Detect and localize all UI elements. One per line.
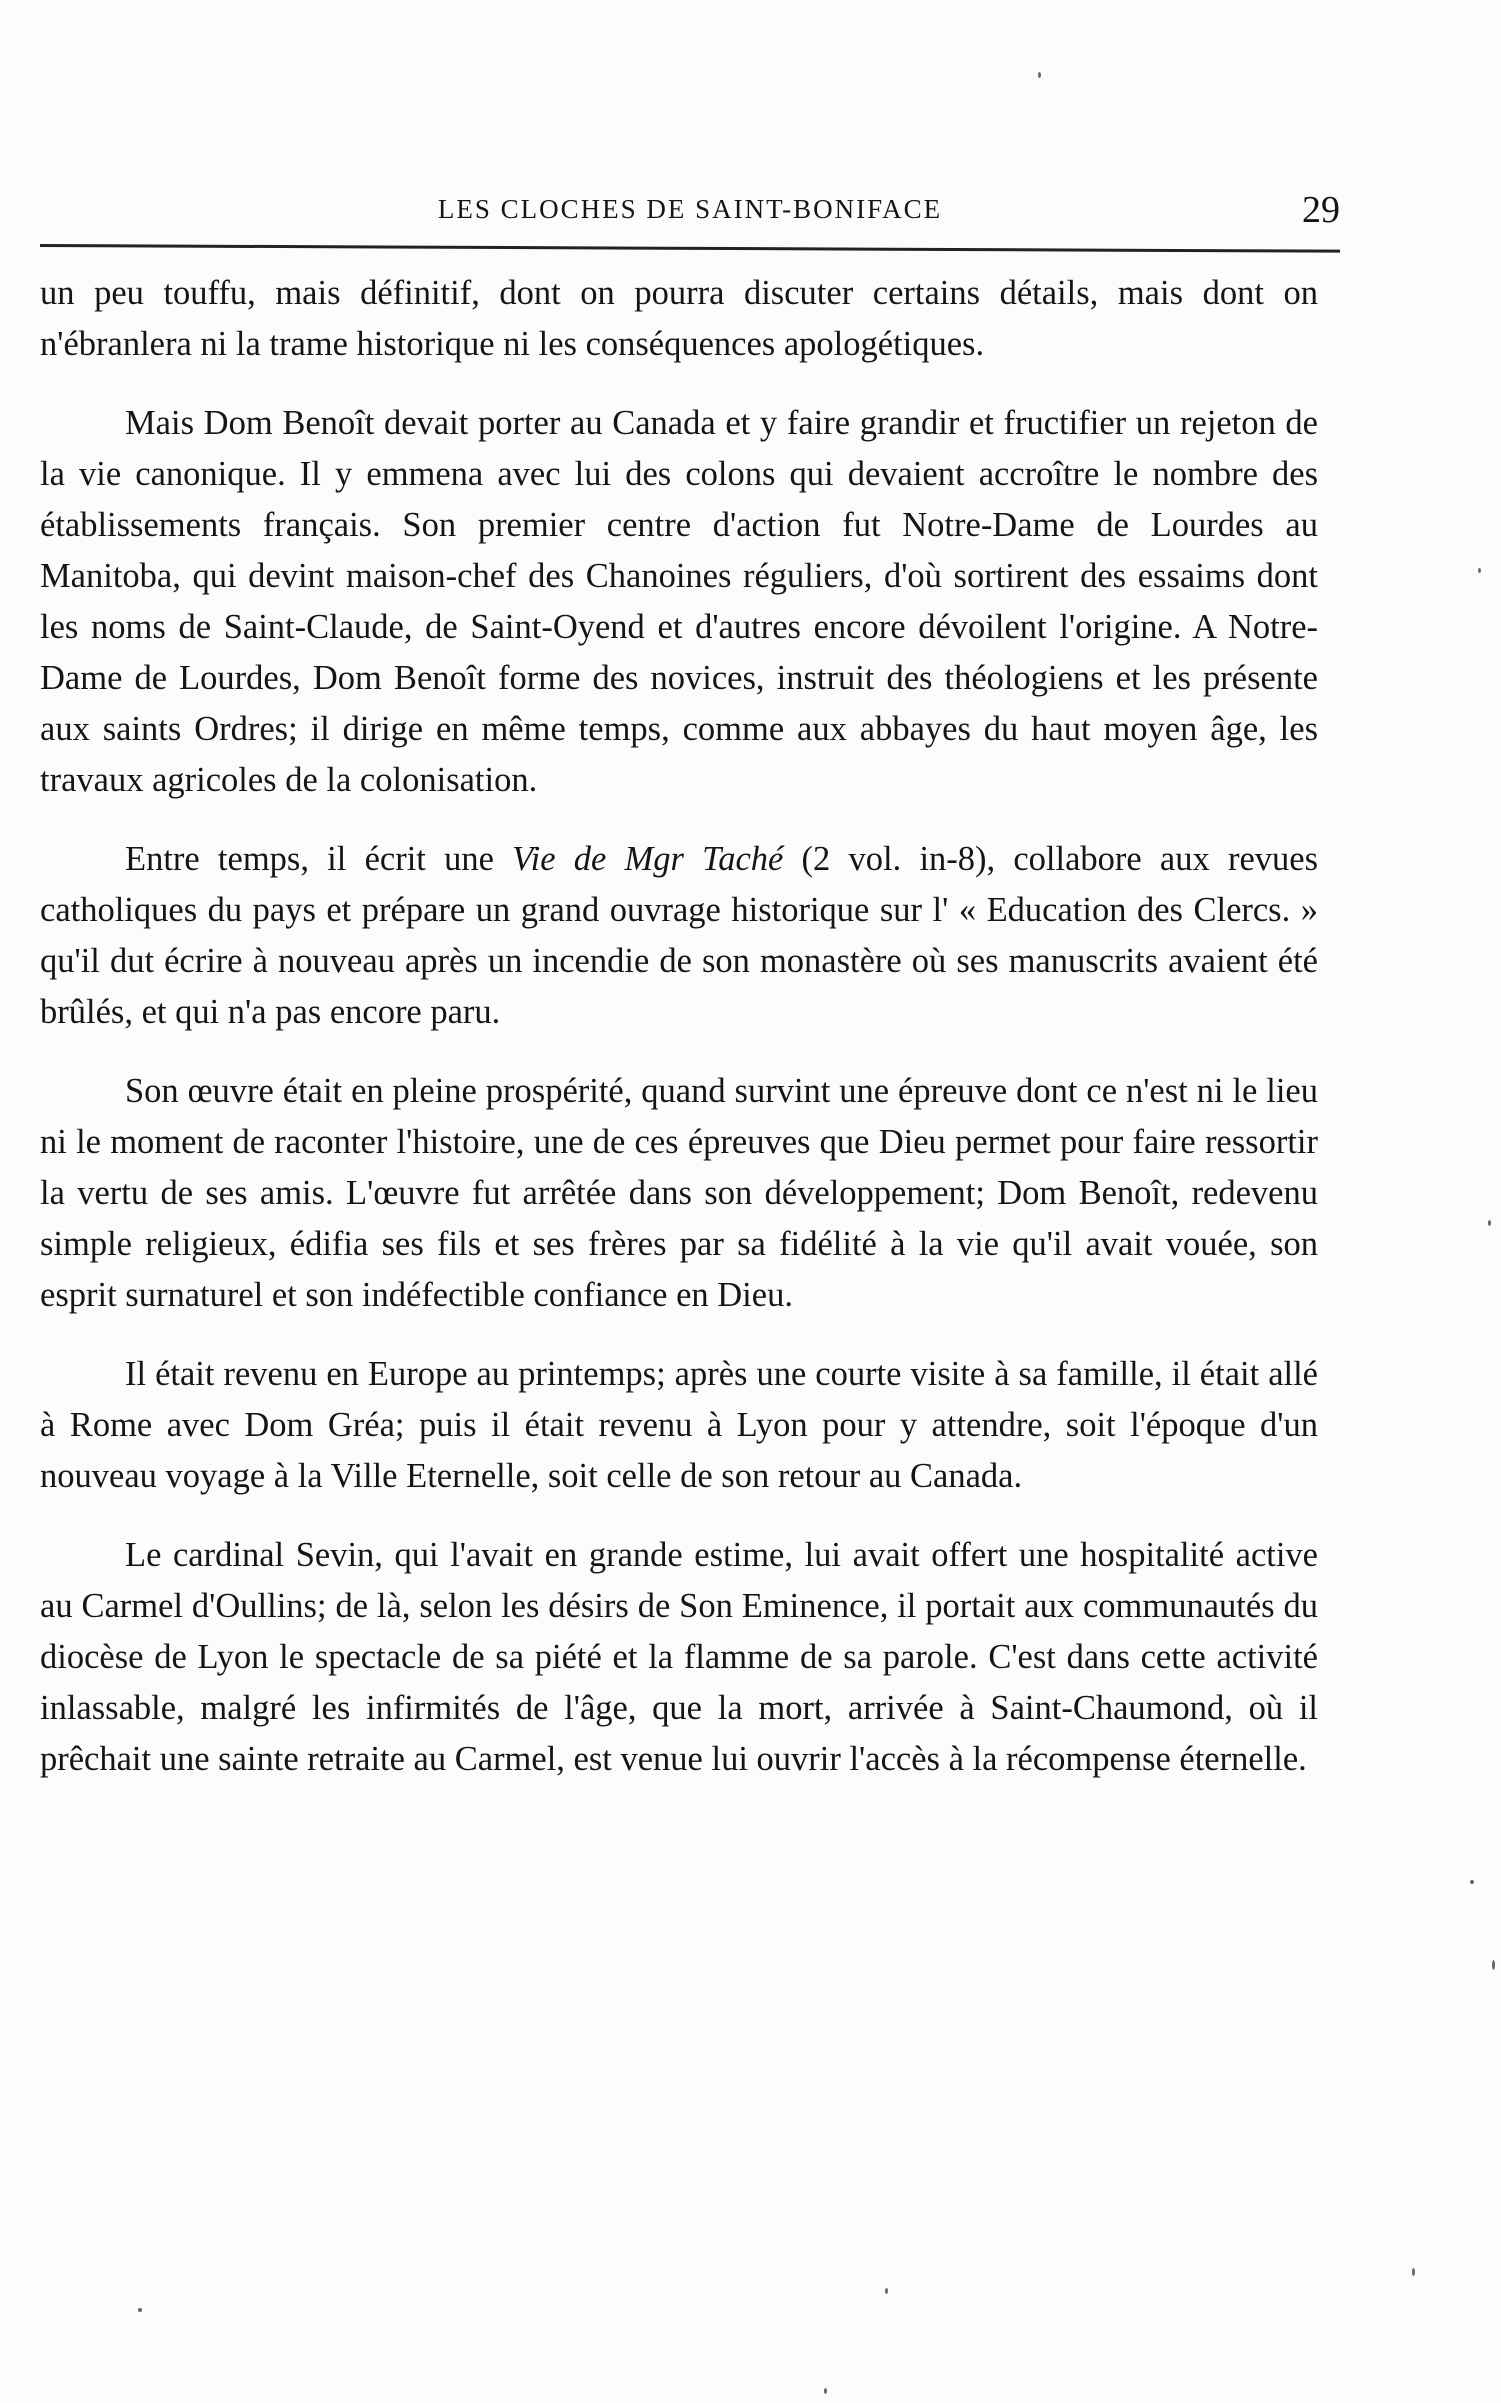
- paragraph-1: [40, 268, 1318, 370]
- body-text: [40, 268, 1318, 1813]
- scan-speck: [1478, 568, 1481, 573]
- paragraph-1-text: un peu touffu, mais définitif, dont on pourra discuter certains détails, mais dont on n'ébranlera ni la trame historique ni les conséquences apologétiques.: [40, 274, 1318, 363]
- paragraph-4: [40, 1066, 1318, 1321]
- paragraph-3: [40, 834, 1318, 1038]
- paragraph-5: [40, 1349, 1318, 1502]
- scan-speck: [1038, 72, 1041, 78]
- scan-speck: [885, 2288, 888, 2294]
- header-rule: [40, 244, 1340, 253]
- scan-speck: [1412, 2268, 1415, 2276]
- paragraph-3-text-before: Entre temps, il écrit une: [125, 840, 513, 878]
- scan-speck: [138, 2308, 142, 2312]
- scan-speck: [824, 2388, 827, 2394]
- paragraph-4-text: Son œuvre était en pleine prospérité, quand survint une épreuve dont ce n'est ni le lieu ni le moment de raconter l'histoire, une de ces épreuves que Dieu permet pour faire ressortir la vertu de ses amis. L'œuvre fut arrêtée dans son développement; Dom Benoît, redevenu simple religieux, édifia ses fils et ses frères par sa fidélité à la vie qu'il avait vouée, son esprit surnaturel et son indéfectible confiance en Dieu.: [40, 1072, 1318, 1314]
- page-number: 29: [1302, 189, 1340, 231]
- paragraph-6: [40, 1530, 1318, 1785]
- scan-speck: [1470, 1880, 1474, 1884]
- running-title: LES CLOCHES DE SAINT-BONIFACE: [437, 194, 943, 224]
- scan-speck: [1488, 1220, 1491, 1226]
- book-title-italic: Vie de Mgr Taché: [512, 840, 784, 878]
- paragraph-2: [40, 398, 1318, 806]
- paragraph-2-text: Mais Dom Benoît devait porter au Canada et y faire grandir et fructifier un rejeton de la vie canonique. Il y emmena avec lui des colons qui devaient accroître le nombre des établissements français. Son premier centre d'action fut Notre-Dame de Lourdes au Manitoba, qui devint maison-chef des Chanoines réguliers, d'où sortirent des essaims dont les noms de Saint-Claude, de Saint-Oyend et d'autres encore dévoilent l'origine. A Notre-Dame de Lourdes, Dom Benoît forme des novices, instruit des théologiens et les présente aux saints Ordres; il dirige en même temps, comme aux abbayes du haut moyen âge, les travaux agricoles de la colonisation.: [40, 404, 1318, 799]
- scan-speck: [1492, 1960, 1495, 1970]
- paragraph-5-text: Il était revenu en Europe au printemps; après une courte visite à sa famille, il était allé à Rome avec Dom Gréa; puis il était revenu à Lyon pour y attendre, soit l'époque d'un nouveau voyage à la Ville Eternelle, soit celle de son retour au Canada.: [40, 1355, 1318, 1495]
- paragraph-6-text: Le cardinal Sevin, qui l'avait en grande estime, lui avait offert une hospitalité active au Carmel d'Oullins; de là, selon les désirs de Son Eminence, il portait aux communautés du diocèse de Lyon le spectacle de sa piété et la flamme de sa parole. C'est dans cette activité inlassable, malgré les infirmités de l'âge, que la mort, arrivée à Saint-Chaumond, où il prêchait une sainte retraite au Carmel, est venue lui ouvrir l'accès à la récompense éternelle.: [40, 1536, 1318, 1778]
- paragraph-3-text-after: (2 vol. in-8), collabore aux revues catholiques du pays et prépare un grand ouvrage historique sur l' « Education des Clercs. » qu'il dut écrire à nouveau après un incendie de son monastère où ses manuscrits avaient été brûlés, et qui n'a pas encore paru.: [40, 840, 1318, 1031]
- running-head: [40, 190, 1340, 240]
